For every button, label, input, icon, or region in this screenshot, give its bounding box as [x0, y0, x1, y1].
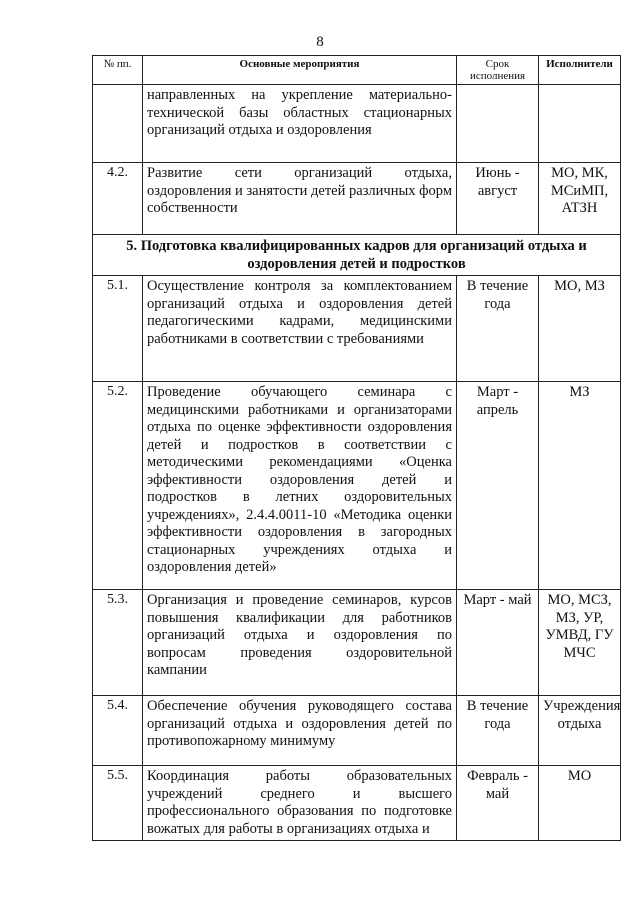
row-executors: МО [539, 766, 621, 841]
continuation-executors [539, 85, 621, 163]
row-executors: МО, МЗ [539, 276, 621, 382]
row-executors: МО, МСЗ, МЗ, УР, УМВД, ГУ МЧС [539, 590, 621, 696]
continuation-row [93, 85, 621, 163]
continuation-term [457, 85, 539, 163]
header-term: Срок исполнения [457, 56, 539, 85]
row-text: Обеспечение обучения руководящего состава организаций отдыха и оздоровления детей по противопожарному минимуму [143, 696, 457, 766]
table-row [93, 766, 621, 841]
row-num: 5.3. [93, 590, 143, 696]
row-term: Март - апрель [457, 382, 539, 590]
row-text: Осуществление контроля за комплектованием организаций отдыха и оздоровления детей педагогическими кадрами, медицинскими работниками в соответствии с требованиями [143, 276, 457, 382]
row-text: Координация работы образовательных учреждений среднего и высшего профессионального образования по подготовке вожатых для работы в организациях отдыха и [143, 766, 457, 841]
continuation-num [93, 85, 143, 163]
activities-table [92, 55, 621, 841]
page-number: 8 [316, 34, 324, 50]
row-executors: МО, МК, МСиМП, АТЗН [539, 163, 621, 235]
table-row [93, 276, 621, 382]
header-executors: Исполнители [539, 56, 621, 85]
section-row [93, 235, 621, 276]
row-term: Март - май [457, 590, 539, 696]
table-header-row [93, 56, 621, 85]
row-num: 5.1. [93, 276, 143, 382]
section-title: 5. Подготовка квалифицированных кадров для организаций отдыха и оздоровления детей и подростков [93, 235, 621, 276]
header-activity: Основные мероприятия [143, 56, 457, 85]
row-num: 5.4. [93, 696, 143, 766]
row-text: Развитие сети организаций отдыха, оздоровления и занятости детей различных форм собственности [143, 163, 457, 235]
row-text: Организация и проведение семинаров, курсов повышения квалификации для работников организаций отдыха и оздоровления по вопросам проведения оздоровительной кампании [143, 590, 457, 696]
table-row [93, 163, 621, 235]
row-executors: МЗ [539, 382, 621, 590]
row-executors: Учреждения отдыха [539, 696, 621, 766]
table-row [93, 382, 621, 590]
table-row [93, 590, 621, 696]
continuation-text: направленных на укрепление материально-технической базы областных стационарных организаций отдыха и оздоровления [143, 85, 457, 163]
row-num: 4.2. [93, 163, 143, 235]
header-num: № пп. [93, 56, 143, 85]
row-term: В течение года [457, 696, 539, 766]
row-num: 5.5. [93, 766, 143, 841]
row-term: В течение года [457, 276, 539, 382]
table-row [93, 696, 621, 766]
row-num: 5.2. [93, 382, 143, 590]
row-term: Февраль - май [457, 766, 539, 841]
row-term: Июнь - август [457, 163, 539, 235]
row-text: Проведение обучающего семинара с медицинскими работниками и организаторами отдыха по оценке эффективности оздоровления детей и подростков в соответствии с методическими рекомендациями «Оценка эффективности оздоровления детей и подростков в летних оздоровительных учреждениях», 2.4.4.0011-10 «Методика оценки эффективности оздоровления в загородных стационарных учреждениях отдыха и оздоровления детей» [143, 382, 457, 590]
